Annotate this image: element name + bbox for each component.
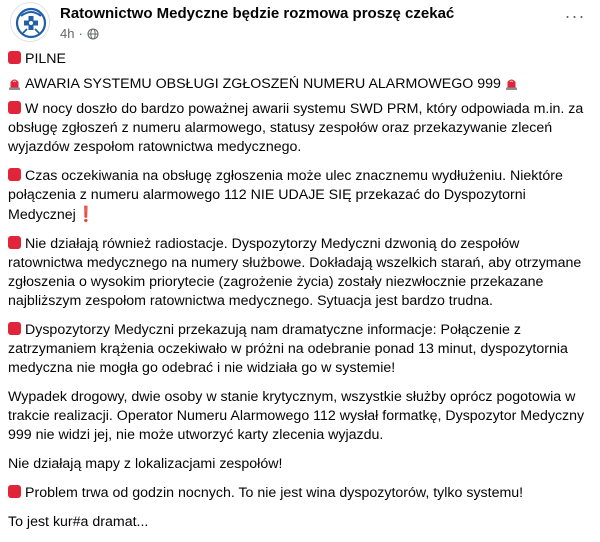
paragraph-text: Czas oczekiwania na obsługę zgłoszenia może ulec znacznemu wydłużeniu. Niektóre połączenia z numeru alarmowego 112 NIE UDAJE SIĘ przekazać do Dyspozytorni Medycznej: [8, 168, 563, 223]
post-paragraph: [8, 484, 594, 503]
paragraph-text: Problem trwa od godzin nocnych. To nie jest wina dyspozytorów, tylko systemu!: [25, 485, 524, 501]
post-paragraph: [8, 235, 594, 311]
post-meta: [60, 26, 99, 41]
paragraph-text: Nie działają mapy z lokalizacjami zespołów!: [8, 456, 283, 472]
ambulance-logo-icon: [11, 3, 51, 43]
post-paragraph: [8, 50, 594, 69]
paragraph-text: PILNE: [25, 51, 67, 67]
red-exclamation-icon: ❗: [76, 206, 96, 223]
post-paragraph: [8, 321, 594, 378]
post-paragraph: [8, 167, 594, 225]
paragraph-text: To jest kur#a dramat...: [8, 514, 149, 530]
more-options-button[interactable]: ···: [564, 5, 586, 26]
paragraph-text: W nocy doszło do bardzo poważnej awarii systemu SWD PRM, który odpowiada m.in. za obsługę zgłoszeń z numeru alarmowego, statusy zespołów oraz przekazywanie zleceń wyjazdów zespołom ratownictwa medycznego.: [8, 101, 584, 155]
paragraph-text: Nie działają również radiostacje. Dyspozytorzy Medyczni dzwonią do zespołów ratownictwa medycznego na numery służbowe. Dokładają wszelkich starań, aby otrzymane zgłoszenia o wysokim priorytecie (zagrożenie życia) zostały niezwłocznie przekazane najbliższym zespołom ratownictwa medycznego. Sytuacja jest bardzo trudna.: [8, 236, 582, 309]
red-square-icon: [8, 51, 21, 64]
post-paragraph: [8, 455, 594, 474]
paragraph-text: Wypadek drogowy, dwie osoby w stanie krytycznym, wszystkie służby oprócz pogotowia w trakcie realizacji. Operator Numeru Alarmowego 112 wysłał formatkę, Dyspozytor Medyczny 999 nie widzi jej, nie może utworzyć karty zlecenia wyjazdu.: [8, 389, 585, 443]
red-square-icon: [8, 485, 21, 498]
post-paragraph: [8, 100, 594, 157]
post-paragraph: [8, 388, 594, 445]
red-square-icon: [8, 168, 21, 181]
globe-icon: [87, 28, 99, 40]
post-time[interactable]: 4h: [60, 26, 75, 41]
police-light-icon: [505, 76, 518, 90]
paragraph-text: Dyspozytorzy Medyczni przekazują nam dramatyczne informacje: Połączenie z zatrzymaniem krążenia oczekiwało w próżni na odebranie ponad 13 minut, dyspozytornia medyczna nie mogła go odebrać i nie widziała go w systemie!: [8, 322, 568, 376]
page-name-link[interactable]: Ratownictwo Medyczne będzie rozmowa proszę czekać: [60, 5, 455, 22]
red-square-icon: [8, 101, 21, 114]
post-body: [8, 50, 594, 542]
red-square-icon: [8, 236, 21, 249]
paragraph-text: AWARIA SYSTEMU OBSŁUGI ZGŁOSZEŃ NUMERU ALARMOWEGO 999: [25, 76, 501, 92]
police-light-icon: [8, 76, 21, 90]
red-square-icon: [8, 322, 21, 335]
post-header: [10, 2, 590, 42]
post-paragraph: [8, 513, 594, 532]
avatar[interactable]: [10, 2, 50, 42]
meta-separator: ·: [78, 26, 83, 41]
post-paragraph: [8, 75, 594, 94]
